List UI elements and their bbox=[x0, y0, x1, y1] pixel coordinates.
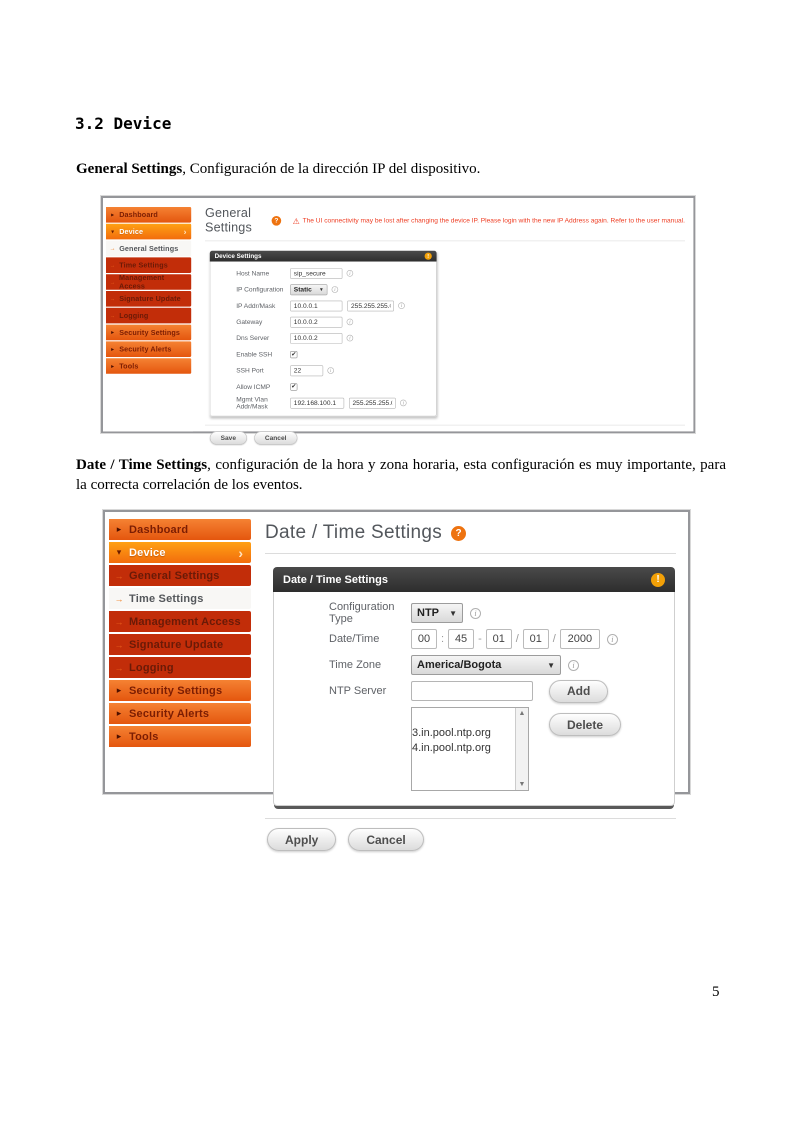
minute-input[interactable]: 45 bbox=[448, 629, 474, 649]
sidebar-item-label: Security Settings bbox=[129, 684, 223, 697]
sidebar-item-time-settings[interactable] bbox=[106, 257, 191, 273]
info-icon[interactable]: i bbox=[327, 367, 334, 374]
ssh-port-input[interactable] bbox=[290, 365, 323, 376]
form-row-dns-server bbox=[210, 330, 436, 346]
sidebar-item-label: Tools bbox=[129, 730, 159, 743]
triangle-right-icon: ▸ bbox=[116, 708, 122, 718]
sidebar-item-label: Security Alerts bbox=[129, 707, 210, 720]
triangle-right-icon: ▸ bbox=[116, 685, 122, 695]
info-icon[interactable]: i bbox=[347, 319, 354, 326]
sidebar-item-signature-update[interactable] bbox=[109, 634, 251, 655]
sidebar-item-tools[interactable] bbox=[106, 358, 191, 374]
host-name-input[interactable] bbox=[290, 268, 342, 279]
apply-button[interactable]: Apply bbox=[267, 828, 336, 851]
triangle-down-icon: ▾ bbox=[111, 228, 115, 235]
sidebar-item-tools[interactable] bbox=[109, 726, 251, 747]
time-zone-select[interactable] bbox=[411, 655, 561, 675]
paragraph-text: , Configuración de la dirección IP del dispositivo. bbox=[182, 161, 481, 177]
select-arrow-icon: ▼ bbox=[319, 286, 324, 293]
screenshot-date-time-settings bbox=[103, 510, 690, 847]
hour-input[interactable]: 00 bbox=[411, 629, 437, 649]
ntp-server-input[interactable] bbox=[411, 681, 533, 701]
field-label: IP Addr/Mask bbox=[236, 302, 276, 310]
info-icon[interactable]: i bbox=[470, 608, 481, 619]
sidebar-item-logging[interactable] bbox=[109, 657, 251, 678]
sidebar-item-label: Security Settings bbox=[119, 328, 181, 337]
select-arrow-icon: ▼ bbox=[449, 608, 457, 618]
field-label: Gateway bbox=[236, 318, 263, 326]
section-heading: 3.2 Device bbox=[75, 114, 172, 133]
sidebar-item-label: Logging bbox=[119, 311, 149, 320]
time-separator: : bbox=[441, 633, 445, 645]
page-title: Date / Time Settings bbox=[265, 522, 443, 543]
alert-icon[interactable]: ! bbox=[651, 573, 665, 587]
triangle-right-icon: ▸ bbox=[111, 345, 115, 353]
form-row-time-zone bbox=[274, 653, 674, 677]
sidebar-item-security-alerts[interactable] bbox=[109, 703, 251, 724]
paragraph-text: , configuración de la hora y zona horaria, esta configuración es muy importante, para la correcta correlación de los eventos. bbox=[76, 457, 726, 494]
sidebar-item-time-settings[interactable] bbox=[109, 588, 251, 609]
form-row-allow-icmp bbox=[210, 379, 436, 395]
selected-value: America/Bogota bbox=[417, 659, 502, 671]
ntp-server-listbox[interactable] bbox=[411, 707, 529, 791]
field-label: Configuration Type bbox=[329, 601, 395, 625]
help-icon[interactable]: ? bbox=[272, 216, 282, 226]
info-icon[interactable]: i bbox=[398, 302, 405, 309]
field-label: NTP Server bbox=[329, 685, 387, 697]
sidebar-item-label: Management Access bbox=[119, 273, 165, 291]
save-button[interactable]: Save bbox=[210, 431, 247, 444]
divider bbox=[205, 241, 685, 242]
info-icon[interactable]: i bbox=[347, 335, 354, 342]
sidebar-item-label: Dashboard bbox=[119, 210, 158, 219]
warning-text: The UI connectivity may be lost after changing the device IP. Please login with the new IP Address again. Refer to the user manual. bbox=[302, 217, 685, 225]
sidebar-item-label: Signature Update bbox=[119, 294, 181, 303]
form-row-date-time bbox=[274, 627, 674, 651]
mgmt-vlan-mask-input[interactable] bbox=[349, 398, 396, 409]
sidebar-item-label: Security Alerts bbox=[119, 345, 172, 354]
year-input[interactable]: 2000 bbox=[560, 629, 600, 649]
triangle-right-icon: ▸ bbox=[116, 524, 122, 534]
chevron-right-icon: › bbox=[238, 544, 243, 561]
help-icon[interactable]: ? bbox=[451, 526, 466, 541]
selected-value: NTP bbox=[417, 607, 439, 619]
triangle-right-icon: ▸ bbox=[111, 329, 115, 336]
info-icon[interactable]: i bbox=[400, 400, 407, 407]
field-label: Enable SSH bbox=[236, 350, 273, 358]
info-icon[interactable]: i bbox=[332, 286, 339, 293]
sidebar-item-dashboard[interactable] bbox=[109, 519, 251, 540]
field-label: Date/Time bbox=[329, 633, 380, 645]
form-row-ip-configuration bbox=[210, 281, 436, 297]
delete-button[interactable]: Delete bbox=[549, 713, 621, 736]
panel-title: Date / Time Settings bbox=[283, 573, 388, 586]
sidebar-item-label: General Settings bbox=[129, 569, 220, 582]
form-row-ip-addr-mask bbox=[210, 298, 436, 314]
cancel-button[interactable]: Cancel bbox=[254, 431, 297, 444]
arrow-right-icon: → bbox=[114, 593, 124, 604]
warning-message bbox=[293, 217, 685, 225]
ip-configuration-select[interactable] bbox=[290, 284, 327, 295]
scroll-down-icon[interactable]: ▼ bbox=[518, 781, 526, 788]
form-row-ntp-list bbox=[274, 705, 674, 791]
paragraph-lead-bold: General Settings bbox=[76, 161, 183, 177]
ip-mask-input[interactable] bbox=[347, 300, 394, 311]
sidebar-item-security-settings[interactable] bbox=[109, 680, 251, 701]
divider bbox=[265, 553, 676, 554]
field-label: Mgmt Vlan Addr/Mask bbox=[236, 395, 268, 411]
field-label: Allow ICMP bbox=[236, 383, 271, 391]
panel-title: Device Settings bbox=[214, 252, 262, 260]
paragraph-general-settings bbox=[76, 159, 736, 179]
date-time-settings-panel bbox=[273, 567, 675, 806]
selected-value: Static bbox=[293, 285, 312, 294]
triangle-down-icon: ▾ bbox=[116, 547, 122, 557]
ip-addr-input[interactable] bbox=[290, 300, 342, 311]
info-icon[interactable]: i bbox=[347, 270, 354, 277]
triangle-right-icon: ▸ bbox=[111, 362, 115, 370]
screenshot-general-settings bbox=[101, 196, 695, 442]
main-content bbox=[252, 512, 688, 847]
arrow-right-icon: → bbox=[114, 639, 124, 650]
field-label: IP Configuration bbox=[236, 285, 284, 294]
sidebar-item-label: Device bbox=[119, 227, 144, 236]
arrow-right-icon: → bbox=[114, 662, 124, 673]
sidebar-item-general-settings[interactable] bbox=[109, 565, 251, 586]
month-input[interactable]: 01 bbox=[523, 629, 549, 649]
sidebar-item-device[interactable] bbox=[109, 542, 251, 563]
sidebar-item-logging[interactable] bbox=[106, 308, 191, 324]
allow-icmp-checkbox[interactable]: ✔ bbox=[291, 383, 297, 390]
date-separator: / bbox=[552, 633, 556, 645]
add-button[interactable]: Add bbox=[549, 680, 608, 703]
enable-ssh-checkbox[interactable]: ✔ bbox=[291, 351, 297, 358]
field-label: SSH Port bbox=[236, 366, 264, 375]
sidebar-item-signature-update[interactable] bbox=[106, 291, 191, 307]
sidebar-item-label: Device bbox=[129, 546, 166, 559]
form-row-configuration-type bbox=[274, 601, 674, 625]
field-label: Dns Server bbox=[236, 334, 270, 342]
divider bbox=[205, 425, 685, 426]
info-icon[interactable]: i bbox=[607, 634, 618, 645]
chevron-right-icon: › bbox=[183, 226, 187, 237]
configuration-type-select[interactable] bbox=[411, 603, 463, 623]
date-separator: / bbox=[515, 633, 519, 645]
form-row-enable-ssh bbox=[210, 346, 436, 362]
sidebar-item-security-settings[interactable] bbox=[106, 325, 191, 341]
sidebar-item-device[interactable] bbox=[106, 224, 191, 240]
sidebar-item-label: Time Settings bbox=[119, 261, 168, 270]
sidebar-item-label: Tools bbox=[119, 361, 139, 371]
field-label: Time Zone bbox=[329, 659, 382, 671]
arrow-right-icon: → bbox=[114, 616, 124, 627]
arrow-right-icon: → bbox=[109, 245, 116, 252]
dns-server-input[interactable] bbox=[290, 333, 342, 344]
gateway-input[interactable] bbox=[290, 317, 342, 328]
select-arrow-icon: ▼ bbox=[547, 660, 555, 670]
sidebar bbox=[103, 198, 193, 431]
sidebar-item-label: Signature Update bbox=[129, 638, 224, 651]
page-title: General Settings bbox=[205, 206, 252, 235]
warning-triangle-icon: ⚠ bbox=[292, 216, 300, 226]
scrollbar[interactable] bbox=[515, 708, 528, 790]
main-content bbox=[193, 198, 693, 442]
paragraph-lead-bold: Date / Time Settings bbox=[76, 457, 208, 473]
arrow-right-icon: → bbox=[109, 279, 116, 285]
ntp-server-item[interactable]: 3.in.pool.ntp.org bbox=[412, 727, 491, 739]
form-row-ssh-port bbox=[210, 362, 436, 378]
sidebar-item-label: Time Settings bbox=[129, 592, 204, 605]
sidebar-item-dashboard[interactable] bbox=[106, 207, 191, 223]
triangle-right-icon: ▸ bbox=[111, 211, 115, 219]
sidebar bbox=[105, 512, 252, 792]
arrow-right-icon: → bbox=[109, 312, 116, 319]
form-row-host-name bbox=[210, 265, 436, 281]
mgmt-vlan-addr-input[interactable] bbox=[290, 398, 344, 409]
field-label: Host Name bbox=[236, 269, 270, 277]
alert-icon[interactable]: ! bbox=[425, 253, 432, 260]
sidebar-item-security-alerts[interactable] bbox=[106, 341, 191, 357]
form-row-gateway bbox=[210, 314, 436, 330]
sidebar-item-label: Management Access bbox=[129, 615, 241, 628]
sidebar-item-label: General Settings bbox=[119, 244, 179, 253]
arrow-right-icon: → bbox=[109, 262, 116, 269]
device-settings-panel bbox=[210, 251, 437, 417]
sidebar-item-label: Logging bbox=[129, 661, 174, 674]
form-row-ntp-server bbox=[274, 679, 674, 703]
paragraph-date-time-settings bbox=[76, 455, 726, 496]
date-time-separator: - bbox=[478, 633, 482, 645]
divider bbox=[265, 818, 676, 819]
arrow-right-icon: → bbox=[109, 295, 116, 302]
sidebar-item-management-access[interactable] bbox=[106, 274, 191, 290]
ntp-server-item[interactable]: 4.in.pool.ntp.org bbox=[412, 742, 491, 754]
arrow-right-icon: → bbox=[114, 570, 124, 581]
form-row-mgmt-vlan bbox=[210, 395, 436, 411]
info-icon[interactable]: i bbox=[568, 660, 579, 671]
cancel-button[interactable]: Cancel bbox=[348, 828, 423, 851]
sidebar-item-management-access[interactable] bbox=[109, 611, 251, 632]
sidebar-item-label: Dashboard bbox=[129, 523, 189, 536]
scroll-up-icon[interactable]: ▲ bbox=[518, 710, 526, 717]
sidebar-item-general-settings[interactable] bbox=[106, 241, 191, 257]
triangle-right-icon: ▸ bbox=[116, 731, 122, 741]
day-input[interactable]: 01 bbox=[486, 629, 512, 649]
page-number: 5 bbox=[712, 984, 720, 1000]
